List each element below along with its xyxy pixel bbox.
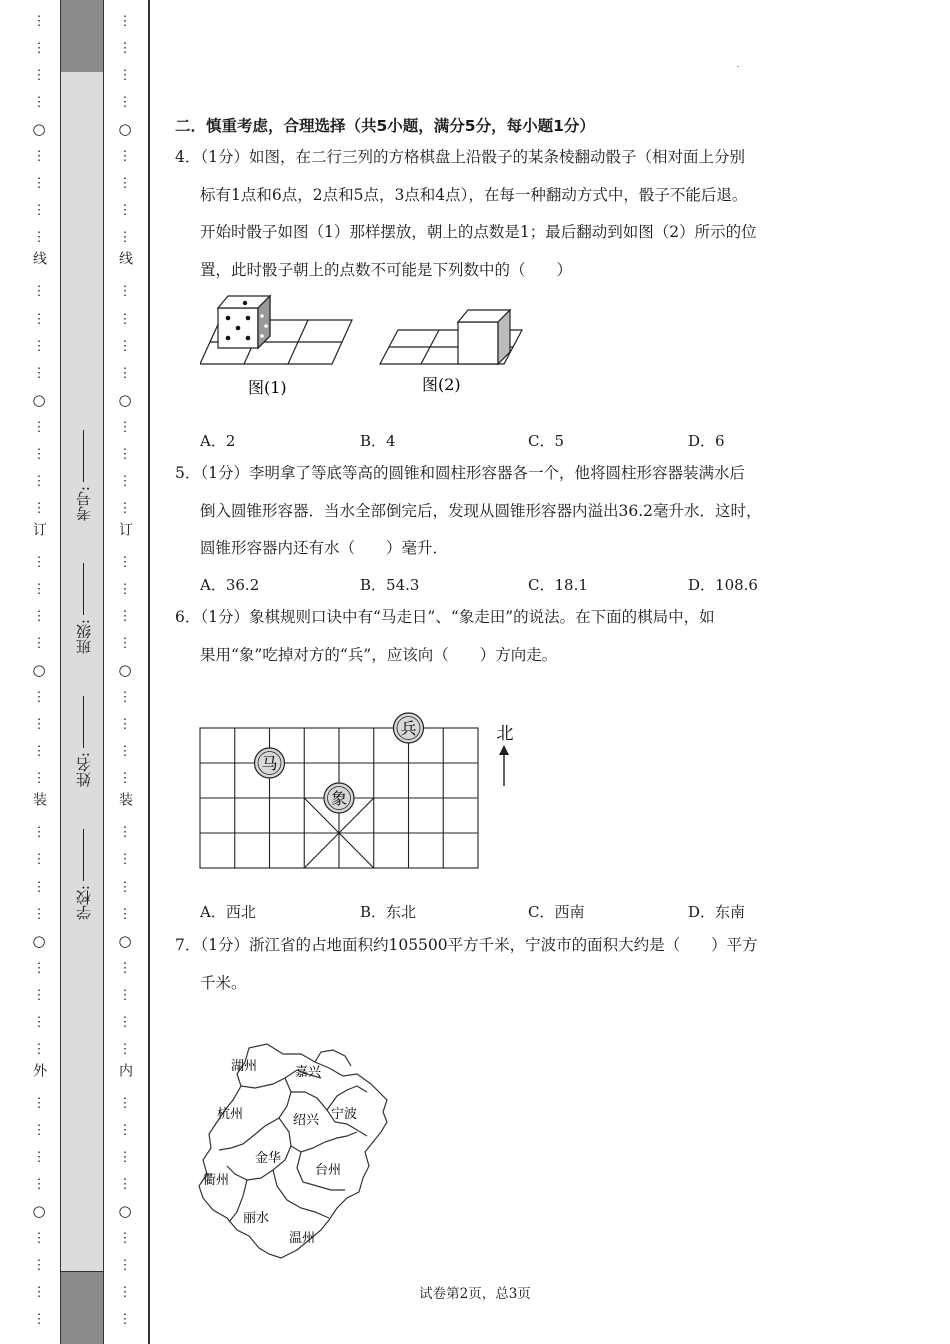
- inner-label-2: 装: [117, 792, 133, 807]
- outer-dots: ⋮: [32, 95, 46, 111]
- outer-dots: ⋮: [32, 473, 46, 489]
- outer-dotted-column: [33, 8, 45, 1333]
- inner-circle-mark: ○: [118, 120, 132, 139]
- field-school-label: 学校:: [74, 884, 93, 920]
- north-arrow: [497, 724, 514, 786]
- inner-dots: ⋮: [118, 1285, 132, 1301]
- outer-dots: ⋮: [32, 581, 46, 597]
- field-number-blank: [83, 430, 84, 482]
- inner-dots: ⋮: [118, 960, 132, 976]
- q4-option-a[interactable]: A．2: [200, 432, 236, 450]
- outer-dots: ⋮: [32, 987, 46, 1003]
- q4-options: [200, 430, 840, 454]
- outer-dots: ⋮: [32, 230, 46, 246]
- field-school-blank: [83, 829, 84, 881]
- inner-dots: ⋮: [118, 338, 132, 354]
- outer-dots: ⋮: [32, 690, 46, 706]
- outer-dots: ⋮: [32, 1177, 46, 1193]
- inner-label-3: 内: [117, 1062, 133, 1077]
- outer-label-1: 订: [31, 521, 47, 536]
- inner-dots: ⋮: [118, 95, 132, 111]
- question-7: [175, 927, 835, 1002]
- inner-dots: ⋮: [118, 1177, 132, 1193]
- inner-dots: ⋮: [118, 311, 132, 327]
- outer-dots: ⋮: [32, 906, 46, 922]
- q4-option-b[interactable]: B．4: [360, 432, 396, 450]
- inner-dots: ⋮: [118, 1095, 132, 1111]
- inner-dots: ⋮: [118, 41, 132, 57]
- inner-dots: ⋮: [118, 852, 132, 868]
- inner-dots: ⋮: [118, 500, 132, 516]
- outer-dots: ⋮: [32, 636, 46, 652]
- q5-line-1: 5．（1分）李明拿了等底等高的圆锥和圆柱形容器各一个，他将圆柱形容器装满水后: [175, 464, 745, 482]
- field-class[interactable]: [73, 563, 94, 654]
- outer-dots: ⋮: [32, 41, 46, 57]
- map-label-huzhou: 湖州: [231, 1059, 258, 1074]
- outer-dots: ⋮: [32, 311, 46, 327]
- inner-circle-mark: ○: [118, 390, 132, 409]
- outer-dots: ⋮: [32, 879, 46, 895]
- inner-dots: ⋮: [118, 473, 132, 489]
- piece-horse: [255, 748, 285, 778]
- question-6: [175, 599, 835, 674]
- field-class-blank: [83, 563, 84, 615]
- q4-line-1: 4．（1分）如图，在二行三列的方格棋盘上沿骰子的某条棱翻动骰子（相对面上分别: [175, 148, 745, 166]
- q4-line-4: 置，此时骰子朝上的点数不可能是下列数中的（ ）: [200, 260, 573, 279]
- inner-dots: ⋮: [118, 1014, 132, 1030]
- outer-dots: ⋮: [32, 1122, 46, 1138]
- outer-label-3: 外: [31, 1062, 47, 1077]
- inner-label-1: 订: [117, 521, 133, 536]
- inner-dots: ⋮: [118, 554, 132, 570]
- outer-dots: ⋮: [32, 744, 46, 760]
- outer-dots: ⋮: [32, 1149, 46, 1165]
- inner-dots: ⋮: [118, 987, 132, 1003]
- piece-elephant-label: 象: [330, 789, 348, 808]
- outer-dots: ⋮: [32, 446, 46, 462]
- q6-option-b[interactable]: B．东北: [360, 903, 417, 921]
- field-school[interactable]: [73, 829, 94, 920]
- inner-dots: ⋮: [118, 744, 132, 760]
- q6-option-d[interactable]: D．东南: [688, 903, 746, 921]
- q5-option-d[interactable]: D．108.6: [688, 576, 758, 594]
- field-name-label: 姓名:: [74, 751, 93, 787]
- inner-dots: ⋮: [118, 68, 132, 84]
- q4-line-2: 标有1点和6点，2点和5点，3点和4点），在每一种翻动方式中，骰子不能后退。: [200, 185, 748, 204]
- q6-option-c[interactable]: C．西南: [528, 903, 585, 921]
- outer-dots: ⋮: [32, 1095, 46, 1111]
- outer-dots: ⋮: [32, 1312, 46, 1328]
- inner-dots: ⋮: [118, 906, 132, 922]
- q5-line-3: 圆锥形容器内还有水（ ）毫升．: [200, 539, 449, 557]
- field-name-blank: [83, 696, 84, 748]
- outer-dots: ⋮: [32, 852, 46, 868]
- field-name[interactable]: [73, 696, 94, 787]
- map-label-jinhua: 金华: [255, 1151, 282, 1166]
- q4-line-3: 开始时骰子如图（1）那样摆放，朝上的点数是1；最后翻动到如图（2）所示的位: [200, 223, 757, 241]
- inner-dots: ⋮: [118, 176, 132, 192]
- map-borders: [199, 1044, 387, 1258]
- field-number-label: 考号:: [74, 486, 93, 522]
- inner-dots: ⋮: [118, 1122, 132, 1138]
- inner-circle-mark: ○: [118, 1202, 132, 1221]
- q5-option-a[interactable]: A．36.2: [200, 576, 260, 594]
- q6-line-2: 果用“象”吃掉对方的“兵”，应该向（ ）方向走。: [200, 645, 558, 664]
- outer-circle-mark: ○: [32, 931, 46, 950]
- outer-dots: ⋮: [32, 1041, 46, 1057]
- q5-option-c[interactable]: C．18.1: [528, 576, 588, 594]
- binding-line: [148, 0, 150, 1344]
- inner-dots: ⋮: [118, 14, 132, 29]
- speck: [737, 66, 739, 67]
- q5-options: [200, 574, 840, 598]
- inner-dots: ⋮: [118, 717, 132, 733]
- inner-dots: ⋮: [118, 419, 132, 435]
- inner-dots: ⋮: [118, 771, 132, 787]
- strip-shade-top: [61, 0, 103, 73]
- q5-line-2: 倒入圆锥形容器．当水全部倒完后，发现从圆锥形容器内溢出36.2毫升水．这时，: [200, 501, 762, 520]
- chess-board-figure: [199, 708, 519, 873]
- piece-soldier-label: 兵: [400, 719, 417, 738]
- outer-dots: ⋮: [32, 419, 46, 435]
- north-label: 北: [496, 724, 514, 744]
- map-label-shaoxing: 绍兴: [293, 1113, 320, 1128]
- map-label-taizhou: 台州: [315, 1163, 342, 1178]
- inner-dots: ⋮: [118, 149, 132, 165]
- inner-dots: ⋮: [118, 1231, 132, 1247]
- outer-circle-mark: ○: [32, 120, 46, 139]
- inner-dots: ⋮: [118, 609, 132, 625]
- inner-label-0: 线: [117, 251, 133, 266]
- outer-dots: ⋮: [32, 176, 46, 192]
- q4-option-d[interactable]: D．6: [688, 432, 725, 450]
- outer-dots: ⋮: [32, 338, 46, 354]
- page-footer: 试卷第2页，总3页: [419, 1286, 531, 1302]
- inner-dots: ⋮: [118, 284, 132, 300]
- map-label-quzhou: 衢州: [203, 1173, 230, 1188]
- outer-label-0: 线: [31, 251, 47, 266]
- student-info-fields: [72, 430, 94, 920]
- inner-circle-mark: ○: [118, 931, 132, 950]
- piece-horse-label: 马: [261, 754, 278, 773]
- map-label-jiaxing: 嘉兴: [295, 1065, 322, 1080]
- inner-dots: ⋮: [118, 690, 132, 706]
- outer-dots: ⋮: [32, 203, 46, 219]
- outer-dots: ⋮: [32, 825, 46, 841]
- outer-circle-mark: ○: [32, 390, 46, 409]
- inner-dots: ⋮: [118, 879, 132, 895]
- q7-line-1: 7．（1分）浙江省的占地面积约105500平方千米，宁波市的面积大约是（ ）平方: [175, 936, 758, 954]
- inner-dots: ⋮: [118, 825, 132, 841]
- inner-dots: ⋮: [118, 1312, 132, 1328]
- outer-dots: ⋮: [32, 1231, 46, 1247]
- figure-1-label: 图(1): [248, 378, 287, 397]
- outer-dots: ⋮: [32, 500, 46, 516]
- inner-dotted-column: [119, 8, 131, 1333]
- q6-options: [200, 901, 840, 925]
- outer-dots: ⋮: [32, 960, 46, 976]
- outer-dots: ⋮: [32, 14, 46, 29]
- outer-dots: ⋮: [32, 554, 46, 570]
- q6-option-a[interactable]: A．西北: [200, 903, 256, 921]
- outer-dots: ⋮: [32, 284, 46, 300]
- map-label-hangzhou: 杭州: [217, 1107, 244, 1122]
- field-number[interactable]: [73, 430, 94, 521]
- map-label-ningbo: 宁波: [331, 1107, 358, 1122]
- zhejiang-map: [197, 1040, 397, 1270]
- inner-dots: ⋮: [118, 446, 132, 462]
- outer-circle-mark: ○: [32, 1202, 46, 1221]
- inner-dots: ⋮: [118, 1258, 132, 1274]
- inner-dots: ⋮: [118, 365, 132, 381]
- inner-dots: ⋮: [118, 1041, 132, 1057]
- q7-line-2: 千米。: [200, 973, 247, 992]
- piece-soldier: [394, 713, 424, 743]
- outer-dots: ⋮: [32, 1258, 46, 1274]
- q5-option-b[interactable]: B．54.3: [360, 576, 420, 594]
- inner-circle-mark: ○: [118, 661, 132, 680]
- question-4: [175, 139, 835, 289]
- q6-line-1: 6．（1分）象棋规则口诀中有“马走日”、“象走田”的说法。在下面的棋局中，如: [175, 608, 715, 626]
- inner-dots: ⋮: [118, 636, 132, 652]
- inner-dots: ⋮: [118, 581, 132, 597]
- piece-elephant: [324, 783, 354, 813]
- outer-dots: ⋮: [32, 717, 46, 733]
- outer-dots: ⋮: [32, 771, 46, 787]
- section-title: 二．慎重考虑，合理选择（共5小题，满分5分，每小题1分）: [175, 117, 595, 135]
- outer-dots: ⋮: [32, 149, 46, 165]
- outer-label-2: 装: [31, 792, 47, 807]
- field-class-label: 班级:: [74, 618, 93, 655]
- outer-dots: ⋮: [32, 68, 46, 84]
- figure-2-die: [458, 310, 510, 364]
- dice-figures: [200, 288, 560, 408]
- outer-dots: ⋮: [32, 1285, 46, 1301]
- question-5: [175, 455, 835, 568]
- inner-dots: ⋮: [118, 203, 132, 219]
- figure-2-label: 图(2): [422, 375, 461, 394]
- outer-circle-mark: ○: [32, 661, 46, 680]
- inner-dots: ⋮: [118, 230, 132, 246]
- outer-dots: ⋮: [32, 365, 46, 381]
- q4-option-c[interactable]: C．5: [528, 432, 565, 450]
- outer-dots: ⋮: [32, 1014, 46, 1030]
- map-label-wenzhou: 温州: [289, 1231, 316, 1246]
- outer-dots: ⋮: [32, 609, 46, 625]
- map-label-lishui: 丽水: [243, 1211, 270, 1226]
- inner-dots: ⋮: [118, 1149, 132, 1165]
